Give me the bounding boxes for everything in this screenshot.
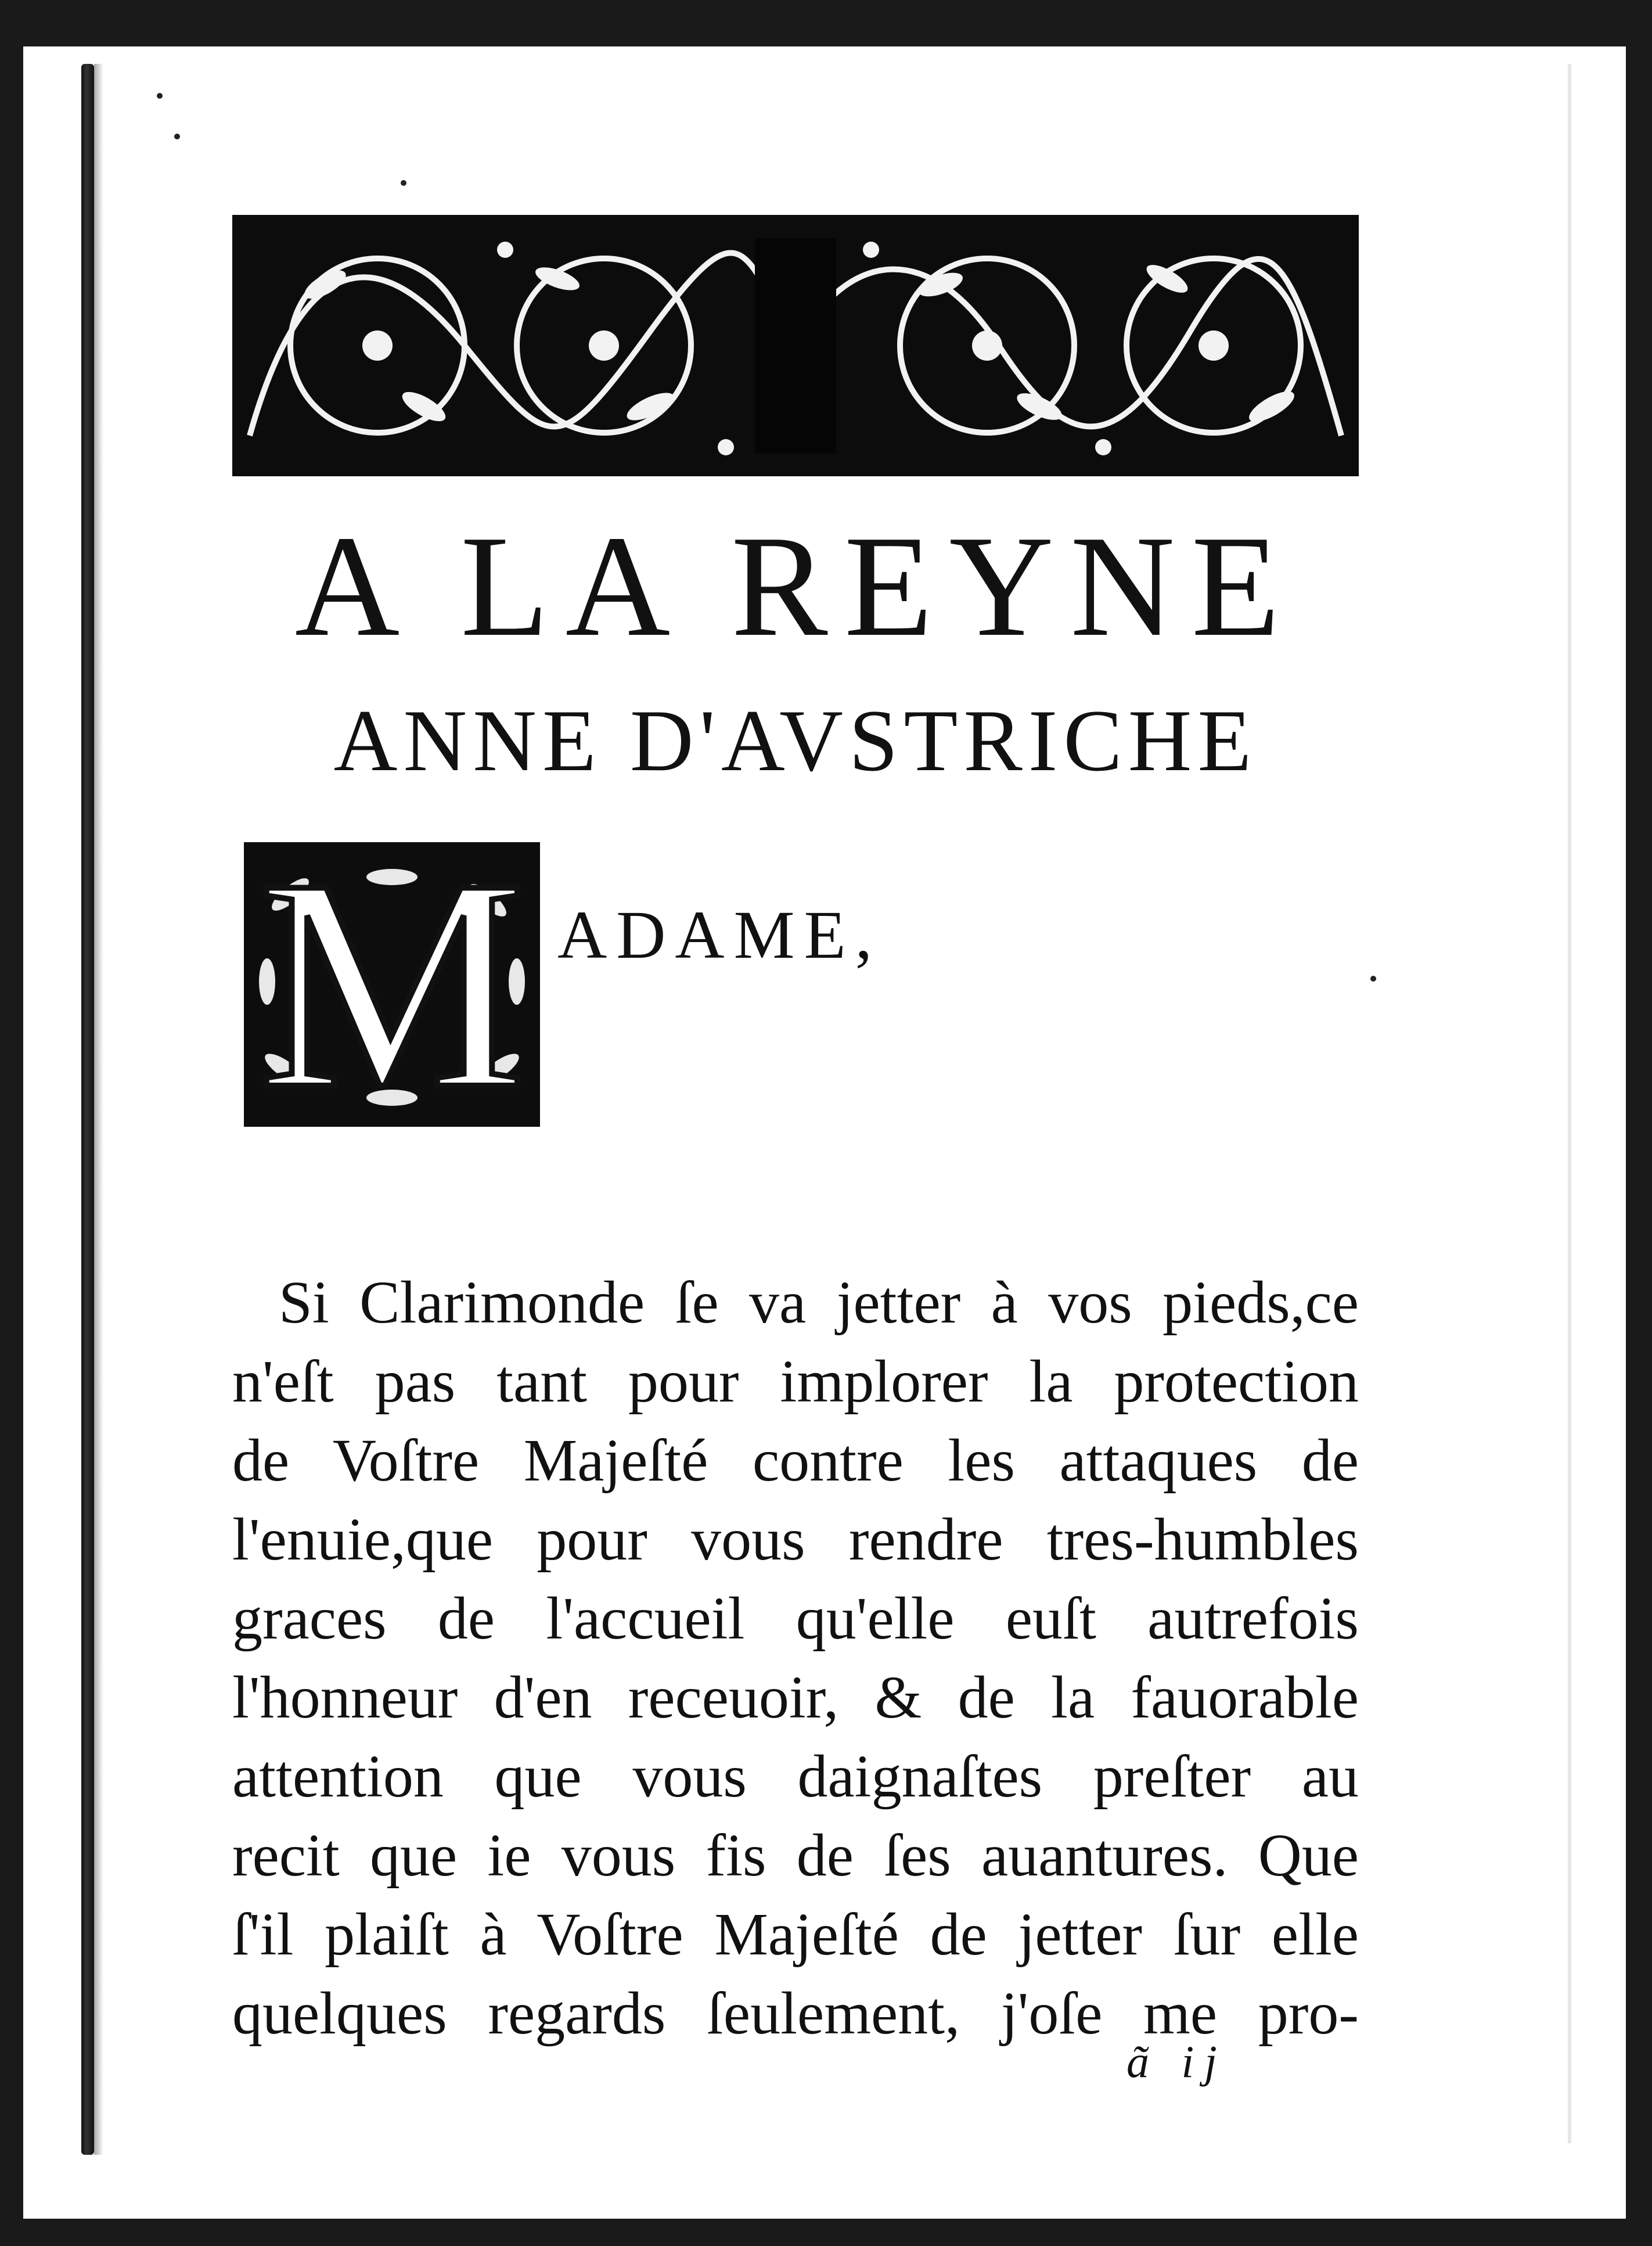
ink-speck: [157, 93, 163, 99]
signature-mark: ã ij: [1126, 2036, 1228, 2087]
text-line: l'enuie,que pour vous rendre tres-humbles: [232, 1506, 1359, 1573]
page-edge: [1568, 64, 1571, 2143]
salutation: ADAME,: [557, 897, 882, 973]
scan-border-bottom: [0, 2219, 1652, 2246]
text-line: ſ'il plaiſt à Voſtre Majeſté de jetter ſur elle: [232, 1901, 1359, 1968]
page-title: A LA REYNE: [294, 506, 1297, 667]
ink-speck: [174, 134, 180, 139]
book-spine: [81, 64, 94, 2155]
text-line: n'eſt pas tant pour implorer la protection: [232, 1348, 1359, 1415]
ink-speck: [1370, 976, 1376, 982]
text-line: graces de l'accueil qu'elle euſt autrefois: [232, 1585, 1359, 1652]
body-paragraph: [232, 1263, 1359, 2053]
drop-cap-letter: M: [257, 842, 527, 1127]
text-line: quelques regards ſeulement, j'oſe me pro-: [232, 1980, 1359, 2047]
text-line: Si Clarimonde ſe va jetter à vos pieds,ce: [279, 1269, 1359, 1336]
drop-cap-ornament: [244, 842, 540, 1127]
ink-speck: [401, 180, 406, 186]
text-line: recit que ie vous fis de ſes auantures. Que: [232, 1822, 1359, 1889]
text-line: de Voſtre Majeſté contre les attaques de: [232, 1427, 1359, 1494]
floral-headpiece-ornament: [232, 215, 1359, 476]
text-line: attention que vous daignaſtes preſter au: [232, 1743, 1359, 1810]
page-subtitle: ANNE D'AVSTRICHE: [333, 692, 1258, 789]
scan-border-right: [1626, 0, 1652, 2246]
spine-shadow: [94, 64, 103, 2155]
floral-vine-icon: [232, 215, 1359, 476]
text-line: l'honneur d'en receuoir, & de la fauorable: [232, 1664, 1359, 1731]
